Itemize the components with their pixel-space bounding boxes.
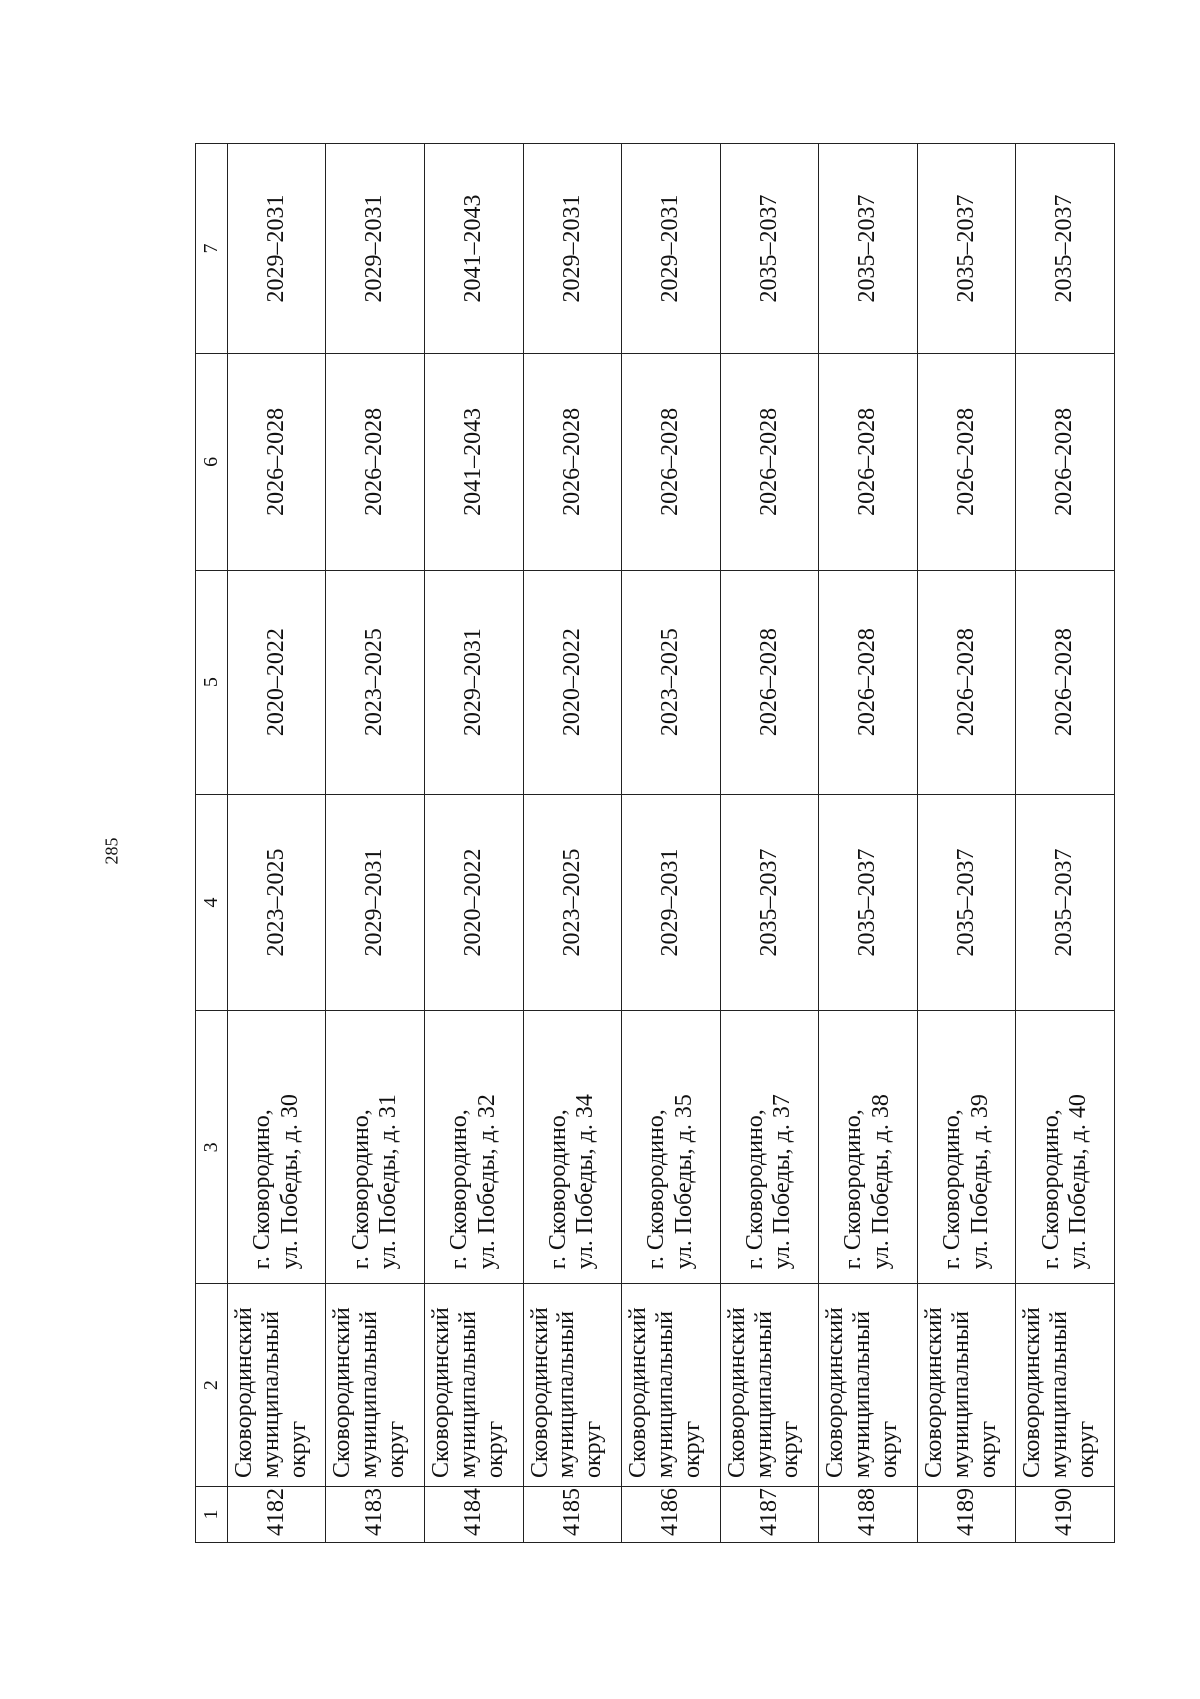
period-cell-c4: 2035–2037 bbox=[1016, 794, 1115, 1011]
period-cell-c7: 2035–2037 bbox=[720, 144, 819, 354]
address-line: г. Сковородино, bbox=[446, 1109, 473, 1270]
header-cell: 5 bbox=[196, 570, 228, 794]
table-row bbox=[917, 144, 1016, 1543]
header-cell: 6 bbox=[196, 353, 228, 570]
period-cell-c5: 2026–2028 bbox=[917, 570, 1016, 794]
row-number-cell: 4185 bbox=[523, 1487, 622, 1543]
table-body bbox=[196, 144, 1115, 1543]
period-cell-c5: 2026–2028 bbox=[1016, 570, 1115, 794]
district-line: округ bbox=[875, 1420, 902, 1479]
page-number: 285 bbox=[101, 837, 122, 865]
period-cell-c7: 2029–2031 bbox=[622, 144, 721, 354]
period-cell-c7: 2029–2031 bbox=[523, 144, 622, 354]
district-cell bbox=[227, 1284, 326, 1487]
address-cell bbox=[622, 1011, 721, 1284]
period-cell-c6: 2026–2028 bbox=[1016, 353, 1115, 570]
address-line: г. Сковородино, bbox=[938, 1109, 965, 1270]
address-line: г. Сковородино, bbox=[741, 1109, 768, 1270]
row-number-cell: 4189 bbox=[917, 1487, 1016, 1543]
period-cell-c6: 2026–2028 bbox=[622, 353, 721, 570]
period-cell-c7: 2029–2031 bbox=[326, 144, 425, 354]
period-cell-c6: 2026–2028 bbox=[523, 353, 622, 570]
address-cell bbox=[917, 1011, 1016, 1284]
table-row bbox=[326, 144, 425, 1543]
period-cell-c6: 2026–2028 bbox=[720, 353, 819, 570]
district-cell bbox=[622, 1284, 721, 1487]
table-row bbox=[424, 144, 523, 1543]
district-cell bbox=[917, 1284, 1016, 1487]
district-cell bbox=[720, 1284, 819, 1487]
district-cell bbox=[819, 1284, 918, 1487]
table-header-row bbox=[196, 144, 228, 1543]
address-line: ул. Победы, д. 37 bbox=[769, 1094, 796, 1270]
rotated-table-container bbox=[195, 143, 1115, 1543]
district-line: округ bbox=[777, 1420, 804, 1479]
district-line: Сковородинский bbox=[230, 1307, 257, 1479]
district-line: Сковородинский bbox=[1019, 1307, 1046, 1479]
header-cell: 2 bbox=[196, 1284, 228, 1487]
address-line: ул. Победы, д. 30 bbox=[276, 1094, 303, 1270]
period-cell-c6: 2026–2028 bbox=[819, 353, 918, 570]
period-cell-c6: 2026–2028 bbox=[917, 353, 1016, 570]
district-line: округ bbox=[974, 1420, 1001, 1479]
table-row bbox=[227, 144, 326, 1543]
header-cell: 3 bbox=[196, 1011, 228, 1284]
header-cell: 7 bbox=[196, 144, 228, 354]
period-cell-c7: 2035–2037 bbox=[1016, 144, 1115, 354]
address-line: г. Сковородино, bbox=[840, 1109, 867, 1270]
address-line: г. Сковородино, bbox=[1037, 1109, 1064, 1270]
period-cell-c7: 2035–2037 bbox=[819, 144, 918, 354]
address-line: г. Сковородино, bbox=[347, 1109, 374, 1270]
period-cell-c7: 2041–2043 bbox=[424, 144, 523, 354]
district-line: округ bbox=[383, 1420, 410, 1479]
period-cell-c6: 2026–2028 bbox=[227, 353, 326, 570]
address-cell bbox=[819, 1011, 918, 1284]
district-line: округ bbox=[284, 1420, 311, 1479]
row-number-cell: 4190 bbox=[1016, 1487, 1115, 1543]
district-line: Сковородинский bbox=[329, 1307, 356, 1479]
address-line: ул. Победы, д. 31 bbox=[375, 1094, 402, 1270]
district-line: муниципальный bbox=[750, 1311, 777, 1479]
address-cell bbox=[424, 1011, 523, 1284]
period-cell-c5: 2029–2031 bbox=[424, 570, 523, 794]
address-line: ул. Победы, д. 39 bbox=[966, 1094, 993, 1270]
district-line: Сковородинский bbox=[427, 1307, 454, 1479]
period-cell-c6: 2041–2043 bbox=[424, 353, 523, 570]
table-row bbox=[1016, 144, 1115, 1543]
address-line: ул. Победы, д. 38 bbox=[867, 1094, 894, 1270]
period-cell-c6: 2026–2028 bbox=[326, 353, 425, 570]
period-cell-c4: 2023–2025 bbox=[523, 794, 622, 1011]
row-number-cell: 4188 bbox=[819, 1487, 918, 1543]
address-line: г. Сковородино, bbox=[544, 1109, 571, 1270]
table-row bbox=[622, 144, 721, 1543]
row-number-cell: 4184 bbox=[424, 1487, 523, 1543]
period-cell-c4: 2035–2037 bbox=[819, 794, 918, 1011]
address-line: г. Сковородино, bbox=[643, 1109, 670, 1270]
address-line: ул. Победы, д. 34 bbox=[572, 1094, 599, 1270]
period-cell-c5: 2026–2028 bbox=[819, 570, 918, 794]
header-cell: 4 bbox=[196, 794, 228, 1011]
address-cell bbox=[523, 1011, 622, 1284]
period-cell-c7: 2035–2037 bbox=[917, 144, 1016, 354]
period-cell-c4: 2029–2031 bbox=[326, 794, 425, 1011]
table-row bbox=[819, 144, 918, 1543]
row-number-cell: 4187 bbox=[720, 1487, 819, 1543]
period-cell-c5: 2020–2022 bbox=[227, 570, 326, 794]
district-line: муниципальный bbox=[257, 1311, 284, 1479]
district-line: муниципальный bbox=[356, 1311, 383, 1479]
district-cell bbox=[326, 1284, 425, 1487]
table-row bbox=[720, 144, 819, 1543]
address-line: ул. Победы, д. 35 bbox=[670, 1094, 697, 1270]
district-line: округ bbox=[678, 1420, 705, 1479]
district-line: муниципальный bbox=[454, 1311, 481, 1479]
address-line: ул. Победы, д. 32 bbox=[473, 1094, 500, 1270]
period-cell-c5: 2020–2022 bbox=[523, 570, 622, 794]
district-cell bbox=[1016, 1284, 1115, 1487]
period-cell-c4: 2020–2022 bbox=[424, 794, 523, 1011]
period-cell-c4: 2035–2037 bbox=[917, 794, 1016, 1011]
district-line: Сковородинский bbox=[920, 1307, 947, 1479]
address-line: г. Сковородино, bbox=[249, 1109, 276, 1270]
row-number-cell: 4186 bbox=[622, 1487, 721, 1543]
district-line: Сковородинский bbox=[723, 1307, 750, 1479]
district-line: муниципальный bbox=[651, 1311, 678, 1479]
address-line: ул. Победы, д. 40 bbox=[1065, 1094, 1092, 1270]
schedule-table bbox=[195, 143, 1115, 1543]
district-line: муниципальный bbox=[553, 1311, 580, 1479]
period-cell-c4: 2023–2025 bbox=[227, 794, 326, 1011]
period-cell-c5: 2023–2025 bbox=[326, 570, 425, 794]
period-cell-c5: 2026–2028 bbox=[720, 570, 819, 794]
district-line: округ bbox=[1073, 1420, 1100, 1479]
district-line: округ bbox=[481, 1420, 508, 1479]
address-cell bbox=[326, 1011, 425, 1284]
row-number-cell: 4182 bbox=[227, 1487, 326, 1543]
district-line: Сковородинский bbox=[625, 1307, 652, 1479]
district-line: муниципальный bbox=[1046, 1311, 1073, 1479]
district-line: округ bbox=[580, 1420, 607, 1479]
table-row bbox=[523, 144, 622, 1543]
address-cell bbox=[227, 1011, 326, 1284]
district-line: муниципальный bbox=[849, 1311, 876, 1479]
period-cell-c4: 2029–2031 bbox=[622, 794, 721, 1011]
district-line: Сковородинский bbox=[822, 1307, 849, 1479]
period-cell-c4: 2035–2037 bbox=[720, 794, 819, 1011]
district-cell bbox=[424, 1284, 523, 1487]
period-cell-c5: 2023–2025 bbox=[622, 570, 721, 794]
district-line: муниципальный bbox=[947, 1311, 974, 1479]
district-cell bbox=[523, 1284, 622, 1487]
address-cell bbox=[1016, 1011, 1115, 1284]
header-cell: 1 bbox=[196, 1487, 228, 1543]
period-cell-c7: 2029–2031 bbox=[227, 144, 326, 354]
district-line: Сковородинский bbox=[526, 1307, 553, 1479]
address-cell bbox=[720, 1011, 819, 1284]
row-number-cell: 4183 bbox=[326, 1487, 425, 1543]
